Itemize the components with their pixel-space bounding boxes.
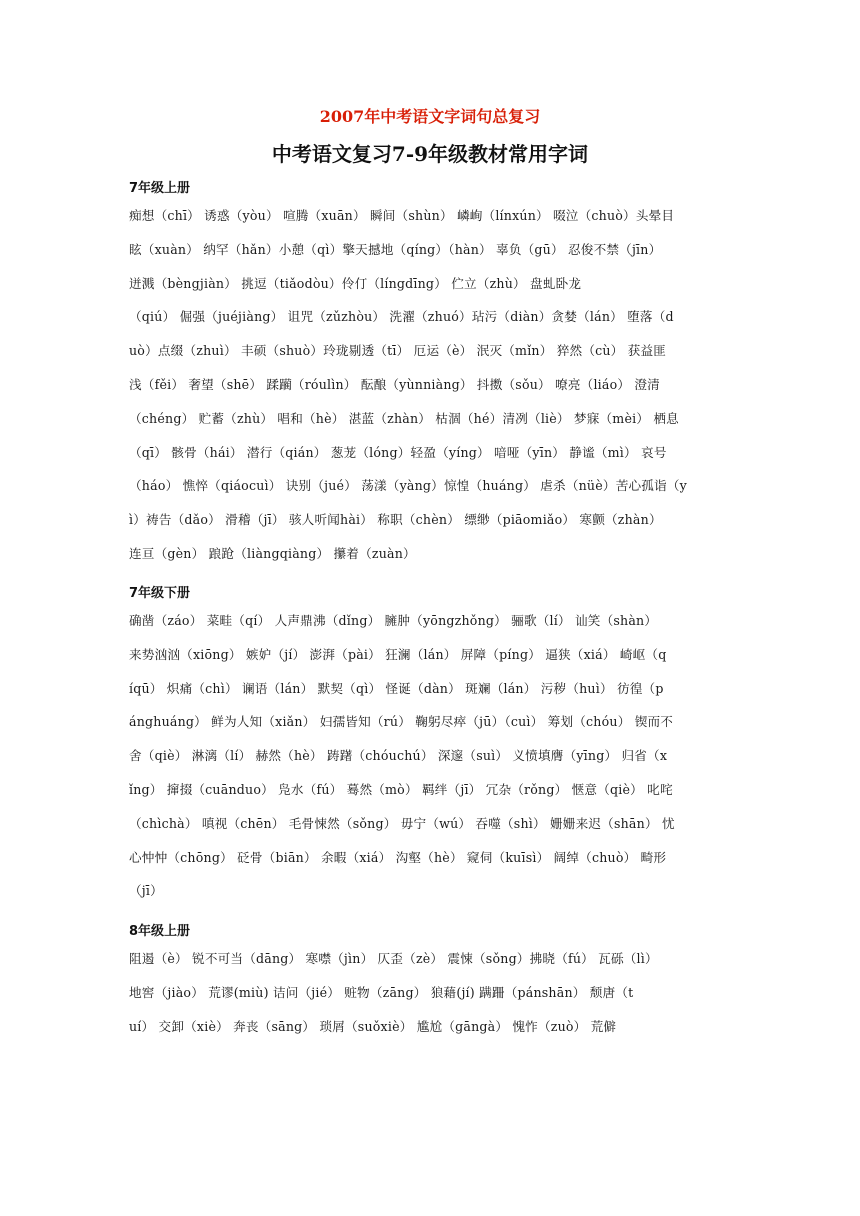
vocab-line: 来势汹汹（xiōng） 嫉妒（jí） 澎湃（pài） 狂澜（lán） 屏障（píng） 逼狭（xiá） 崎岖（q [129,646,667,662]
vocab-line: ì）祷告（dǎo） 滑稽（jī） 骇人听闻hài） 称职（chèn） 缥缈（piāomiǎo） 寒颤（zhàn） [129,512,662,528]
vocab-line: （háo） 憔悴（qiáocuì） 诀别（jué） 荡漾（yàng）惊惶（huáng） 虐杀（nüè）苦心孤诣（y [129,478,687,494]
section-grade7-vol2 [129,584,731,908]
vocab-line: 浅（fěi） 奢望（shē） 蹂躏（róulìn） 酝酿（yùnniàng） 抖擞（sǒu） 嘹亮（liáo） 澄清 [129,376,660,392]
vocab-line: 连亘（gèn） 踉跄（liàngqiàng） 攥着（zuàn） [129,545,416,561]
section-heading: 8年级上册 [129,924,191,939]
document-title: 中考语文复习7-9年级教材常用字词 [271,142,589,166]
vocab-line: 阻遏（è） 锐不可当（dāng） 寒噤（jìn） 仄歪（zè） 震悚（sǒng）拂晓（fú） 瓦砾（lì） [129,951,658,966]
vocab-line: 眩（xuàn） 纳罕（hǎn）小憩（qì）擎天撼地（qíng）（hàn） 辜负（gū） 忍俊不禁（jīn） [129,241,662,257]
vocab-line: （jī） [129,883,163,899]
vocab-line: 迸溅（bèngjiàn） 挑逗（tiǎodòu）伶仃（língdīng） 伫立（zhù） 盘虬卧龙 [129,275,582,291]
vocab-line: ǐng） 撺掇（cuānduo） 凫水（fú） 蓦然（mò） 羁绊（jī） 冗杂（rǒng） 惬意（qiè） 叱咤 [129,781,673,797]
vocab-line: （chéng） 贮蓄（zhù） 唱和（hè） 湛蓝（zhàn） 枯涸（hé）清冽（liè） 梦寐（mèi） 栖息 [129,410,679,426]
section-grade8-vol1 [129,922,731,1043]
vocab-line: íqū） 炽痛（chì） 谰语（lán） 默契（qì） 怪诞（dàn） 斑斓（lán） 污秽（huì） 彷徨（p [129,680,664,696]
vocab-line: uí） 交卸（xiè） 奔丧（sāng） 琐屑（suǒxiè） 尴尬（gāngà） 愧怍（zuò） 荒僻 [129,1018,617,1034]
vocab-line: 痴想（chī） 诱惑（yòu） 喧腾（xuān） 瞬间（shùn） 嶙峋（línxún） 啜泣（chuò）头晕目 [129,208,675,223]
vocab-line: uò）点缀（zhuì） 丰硕（shuò）玲珑剔透（tī） 厄运（è） 泯灭（mǐn） 猝然（cù） 获益匪 [129,343,667,359]
section-heading: 7年级下册 [129,586,191,601]
vocab-line: 舍（qiè） 淋漓（lí） 赫然（hè） 踌躇（chóuchú） 深邃（suì） 义愤填膺（yīng） 归省（x [129,748,668,764]
section-heading: 7年级上册 [129,181,191,196]
document-supertitle: 2007年中考语文字词句总复习 [319,107,541,126]
vocab-line: 确凿（záo） 菜畦（qí） 人声鼎沸（dǐng） 臃肿（yōngzhǒng） 骊歌（lí） 讪笑（shàn） [129,613,658,628]
vocab-line: （qiú） 倔强（juéjiàng） 诅咒（zǔzhòu） 洗濯（zhuó）玷污（diàn）贪婪（lán） 堕落（d [129,309,674,325]
vocab-line: 地窖（jiào） 荒谬(miù) 诘问（jié） 赃物（zāng） 狼藉(jí) 蹒跚（pánshān） 颓唐（t [129,984,634,1000]
section-grade7-vol1 [129,179,731,571]
vocab-line: 心忡忡（chōng） 砭骨（biān） 余暇（xiá） 沟壑（hè） 窥伺（kuīsì） 阔绰（chuò） 畸形 [129,849,667,865]
vocab-line: （qī） 骸骨（hái） 潜行（qián） 葱茏（lóng）轻盈（yíng） 喑哑（yīn） 静谧（mì） 哀号 [129,444,667,460]
vocab-line: （chìchà） 嗔视（chēn） 毛骨悚然（sǒng） 毋宁（wú） 吞噬（shì） 姗姗来迟（shān） 忧 [129,815,675,831]
vocab-line: ánghuáng） 鲜为人知（xiǎn） 妇孺皆知（rú） 鞠躬尽瘁（jū）（cuì） 筹划（chóu） 锲而不 [129,714,674,730]
